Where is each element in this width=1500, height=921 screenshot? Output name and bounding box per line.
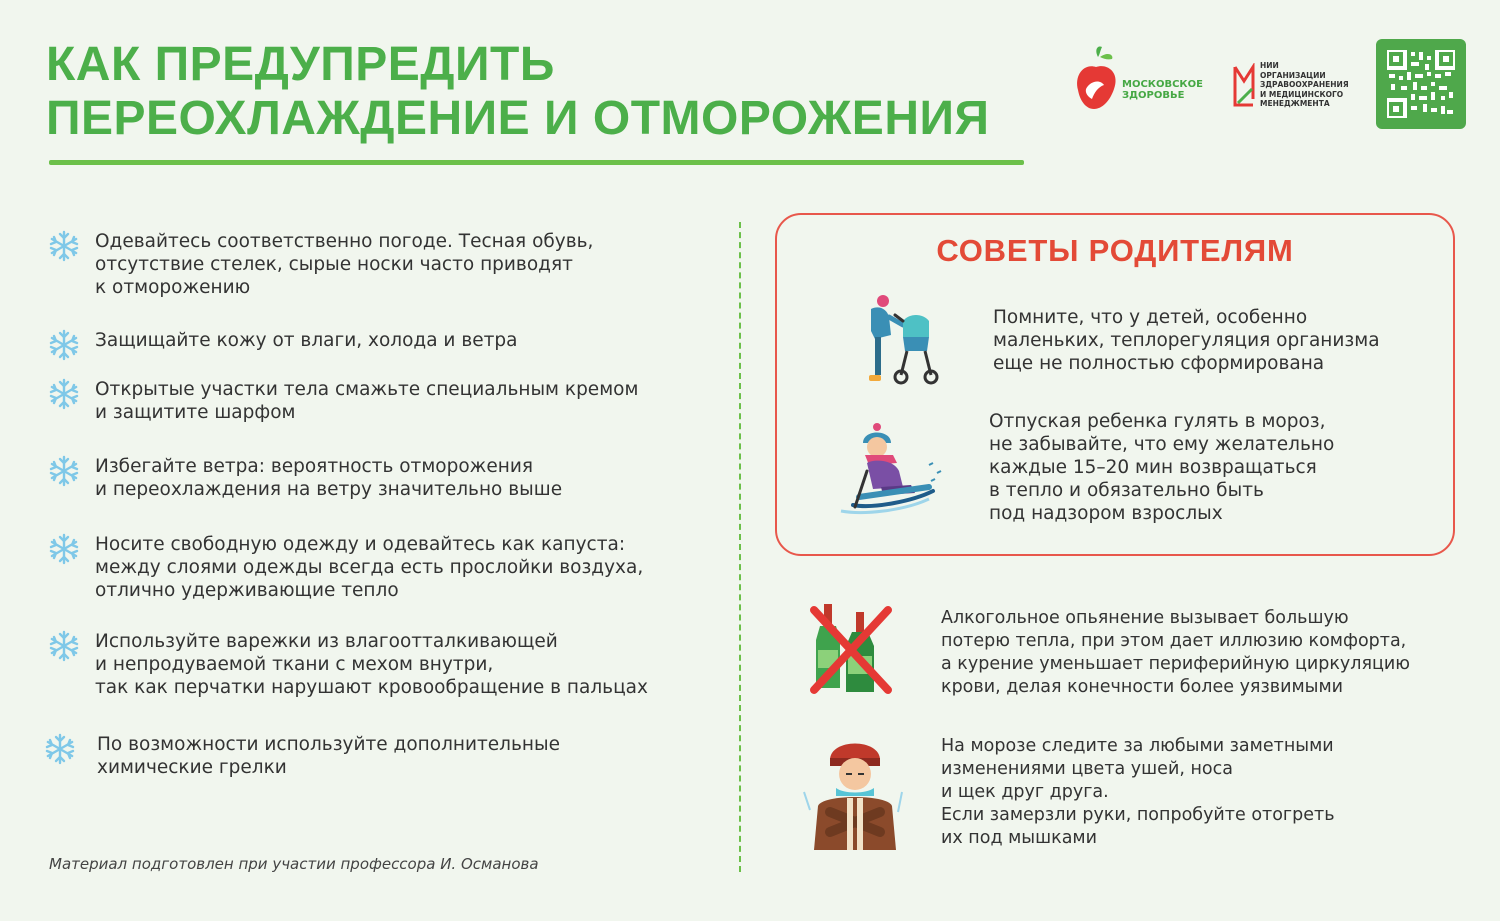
snowflake-icon [48, 329, 80, 361]
right-tip-text: Алкогольное опьянение вызывает большую потерю тепла, при этом дает иллюзию комфорта, а курение уменьшает периферийную циркуляцию крови, делая конечности более уязвимыми [941, 608, 1410, 697]
title-underline [49, 160, 1024, 165]
moscow-health-logo-icon [1068, 45, 1128, 115]
logos [1068, 45, 1478, 135]
snowflake-icon [48, 378, 80, 410]
parents-tip-text: Отпуская ребенка гулять в мороз, не забывайте, что ему желательно каждые 15–20 мин возвращаться в тепло и обязательно быть под надзором взрослых [989, 411, 1335, 524]
child-on-sled-icon [833, 415, 945, 523]
tip-text: По возможности используйте дополнительные химические грелки [97, 734, 560, 778]
footnote: Материал подготовлен при участии профессора И. Османова [49, 855, 539, 873]
moscow-health-logo-text: МОСКОВСКОЕ ЗДОРОВЬЕ [1122, 79, 1203, 101]
tip-text: Избегайте ветра: вероятность отморожения и переохлаждения на ветру значительно выше [95, 456, 563, 500]
page-title [46, 38, 989, 146]
column-divider [739, 222, 741, 872]
snowflake-icon [48, 455, 80, 487]
parents-advice-box [775, 213, 1455, 556]
snowflake-icon [48, 230, 80, 262]
parents-title: СОВЕТЫ РОДИТЕЛЯМ [936, 233, 1294, 268]
page-title-line-2: ПЕРЕОХЛАЖДЕНИЕ И ОТМОРОЖЕНИЯ [46, 92, 990, 145]
cold-person-icon [800, 732, 910, 850]
nii-logo-text: НИИ ОРГАНИЗАЦИИ ЗДРАВООХРАНЕНИЯ И МЕДИЦИНСКОГО МЕНЕДЖМЕНТА [1260, 61, 1349, 108]
snowflake-icon [48, 533, 80, 565]
tip-text: Открытые участки тела смажьте специальным кремом и защитите шарфом [95, 379, 639, 423]
page-title-line-1: КАК ПРЕДУПРЕДИТЬ [46, 38, 555, 91]
tip-text: Носите свободную одежду и одевайтесь как капуста: между слоями одежды всегда есть прослойки воздуха, отлично удерживающие тепло [95, 534, 644, 601]
tip-text: Используйте варежки из влагоотталкивающей и непродуваемой ткани с мехом внутри, так как перчатки нарушают кровообращение в пальцах [95, 631, 648, 698]
snowflake-icon [48, 630, 80, 662]
tip-text: Одевайтесь соответственно погоде. Тесная обувь, отсутствие стелек, сырые носки часто приводят к отморожению [95, 231, 594, 298]
no-alcohol-icon [808, 600, 892, 696]
tip-text: Защищайте кожу от влаги, холода и ветра [95, 330, 518, 351]
snowflake-icon [44, 733, 76, 765]
parents-tip-text: Помните, что у детей, особенно маленьких, теплорегуляция организма еще не полностью сформирована [993, 307, 1380, 374]
right-tip-text: На морозе следите за любыми заметными изменениями цвета ушей, носа и щек друг друга. Если замерзли руки, попробуйте отогреть их под мышками [941, 736, 1335, 848]
qr-code[interactable] [1376, 39, 1466, 129]
nii-logo-icon [1232, 63, 1256, 109]
qr-code-icon [1387, 50, 1455, 118]
mother-with-stroller-icon [845, 291, 941, 387]
